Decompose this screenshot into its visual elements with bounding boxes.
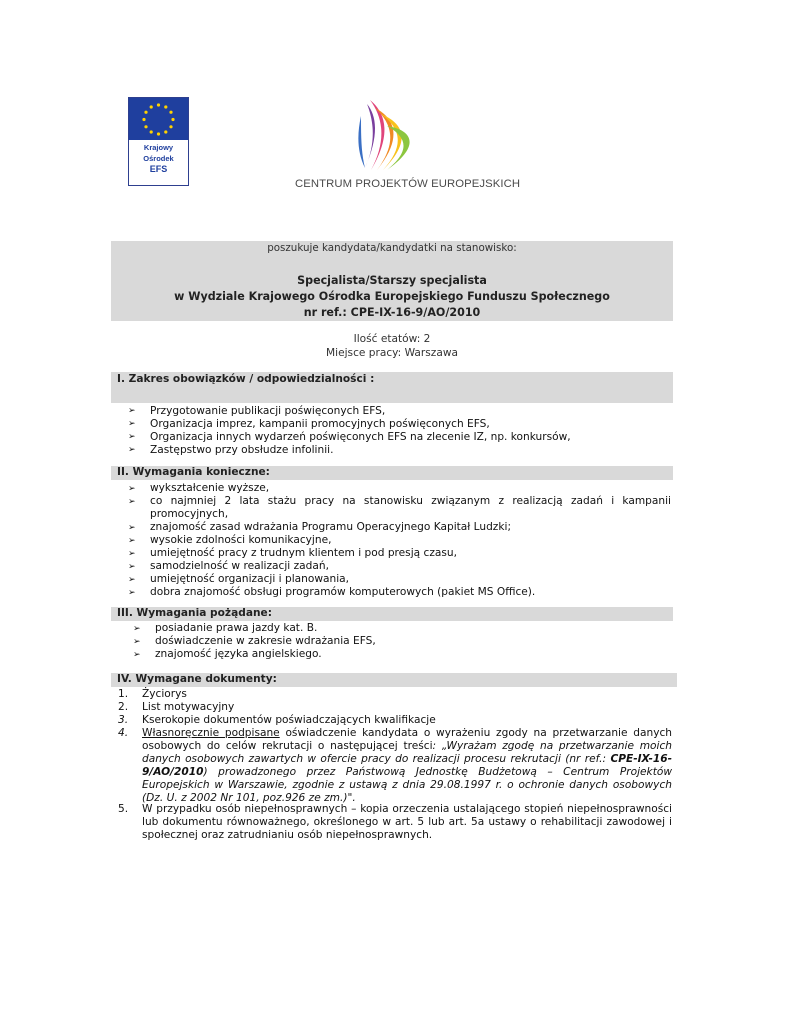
job-title-line3: nr ref.: CPE-IX-16-9/AO/2010 — [303, 306, 481, 319]
list-item: Zastępstwo przy obsłudze infolinii. — [150, 444, 334, 456]
item-number: 4. — [118, 727, 129, 739]
signed-underlined-text: Własnoręcznie podpisane — [142, 727, 280, 739]
list-item: znajomość języka angielskiego. — [155, 648, 322, 660]
list-item: Organizacja imprez, kampanii promocyjnych poświęconych EFS, — [150, 418, 490, 430]
arrow-bullet-icon: ➢ — [128, 445, 136, 455]
document-item: Kserokopie dokumentów poświadczających kwalifikacje — [142, 714, 436, 726]
list-item: dobra znajomość obsługi programów komputerowych (pakiet MS Office). — [150, 586, 536, 598]
list-item: wykształcenie wyższe, — [150, 482, 270, 494]
cpe-logo-name: CENTRUM PROJEKTÓW EUROPEJSKICH — [295, 178, 521, 190]
efs-logo-line1: Krajowy — [143, 143, 174, 152]
consent-quote-text: : „Wyrażam zgodę na przetwarzanie moich danych osobowych zawartych w ofercie pracy do realizacji procesu rekrutacji (nr ref.: — [142, 740, 672, 765]
section-4-heading: IV. Wymagane dokumenty: — [111, 673, 677, 687]
item-number: 2. — [118, 701, 129, 713]
document-item: List motywacyjny — [142, 701, 235, 713]
item-number: 5. — [118, 803, 129, 815]
arrow-bullet-icon: ➢ — [128, 406, 136, 416]
arrow-bullet-icon: ➢ — [128, 536, 136, 546]
list-item: Przygotowanie publikacji poświęconych EFS, — [150, 405, 386, 417]
cpe-ribbon-icon — [295, 96, 495, 176]
consent-ref-number: CPE-IX-16-9/AO/2010 — [142, 753, 672, 778]
work-location: Miejsce pracy: Warszawa — [326, 347, 458, 359]
efs-logo-line2: Ośrodek — [143, 154, 174, 163]
arrow-bullet-icon: ➢ — [133, 650, 141, 660]
document-item-consent — [142, 727, 672, 805]
list-item: doświadczenie w zakresie wdrażania EFS, — [155, 635, 376, 647]
consent-intro-text: oświadczenie kandydata o wyrażeniu zgody na przetwarzanie danych osobowych do celów rekrutacji o następującej treści — [142, 727, 672, 752]
arrow-bullet-icon: ➢ — [128, 575, 136, 585]
list-item: umiejętność pracy z trudnym klientem i pod presją czasu, — [150, 547, 457, 559]
arrow-bullet-icon: ➢ — [128, 497, 136, 507]
job-title-line1: Specjalista/Starszy specjalista — [297, 274, 487, 287]
cpe-logo — [295, 96, 521, 196]
arrow-bullet-icon: ➢ — [133, 637, 141, 647]
arrow-bullet-icon: ➢ — [128, 484, 136, 494]
section-2-heading: II. Wymagania konieczne: — [111, 466, 673, 480]
arrow-bullet-icon: ➢ — [128, 432, 136, 442]
job-intro: poszukuje kandydata/kandydatki na stanowisko: — [267, 242, 517, 254]
list-item: znajomość zasad wdrażania Programu Operacyjnego Kapitał Ludzki; — [150, 521, 512, 533]
arrow-bullet-icon: ➢ — [128, 549, 136, 559]
job-header — [111, 241, 673, 321]
consent-quote-end-text: ) prowadzonego przez Państwową Jednostkę Budżetową – Centrum Projektów Europejskich w Warszawie, zgodnie z ustawą z dnia 29.08.1997 r. o ochronie danych osobowych (Dz. U. z 2002 Nr 101, poz.926 ze zm.)". — [142, 766, 672, 804]
arrow-bullet-icon: ➢ — [128, 562, 136, 572]
eu-flag-icon — [129, 98, 188, 140]
list-item: wysokie zdolności komunikacyjne, — [150, 534, 332, 546]
arrow-bullet-icon: ➢ — [128, 419, 136, 429]
item-number: 1. — [118, 688, 129, 700]
section-3-heading: III. Wymagania pożądane: — [111, 607, 673, 621]
arrow-bullet-icon: ➢ — [128, 523, 136, 533]
efs-logo-line3: EFS — [149, 164, 168, 174]
item-number: 3. — [118, 714, 129, 726]
list-item: posiadanie prawa jazdy kat. B. — [155, 622, 318, 634]
document-item: W przypadku osób niepełnosprawnych – kopia orzeczenia ustalającego stopień niepełnosprawności lub dokumentu równoważnego, określonego w art. 5 lub art. 5a ustawy o rehabilitacji zawodowej i społecznej oraz zatrudnianiu osób niepełnosprawnych. — [142, 803, 672, 841]
list-item: umiejętność organizacji i planowania, — [150, 573, 350, 585]
list-item: co najmniej 2 lata stażu pracy na stanowisku związanym z realizacją zadań i kampanii promocyjnych, — [150, 495, 671, 520]
list-item: samodzielność w realizacji zadań, — [150, 560, 329, 572]
list-item: Organizacja innych wydarzeń poświęconych EFS na zlecenie IZ, np. konkursów, — [150, 431, 571, 443]
document-item: Życiorys — [142, 688, 187, 700]
arrow-bullet-icon: ➢ — [128, 588, 136, 598]
job-title-line2: w Wydziale Krajowego Ośrodka Europejskiego Funduszu Społecznego — [174, 290, 610, 303]
positions-count: Ilość etatów: 2 — [353, 333, 431, 345]
krajowy-osrodek-efs-logo — [128, 97, 189, 186]
section-1-heading: I. Zakres obowiązków / odpowiedzialności : — [111, 372, 673, 403]
arrow-bullet-icon: ➢ — [133, 624, 141, 634]
